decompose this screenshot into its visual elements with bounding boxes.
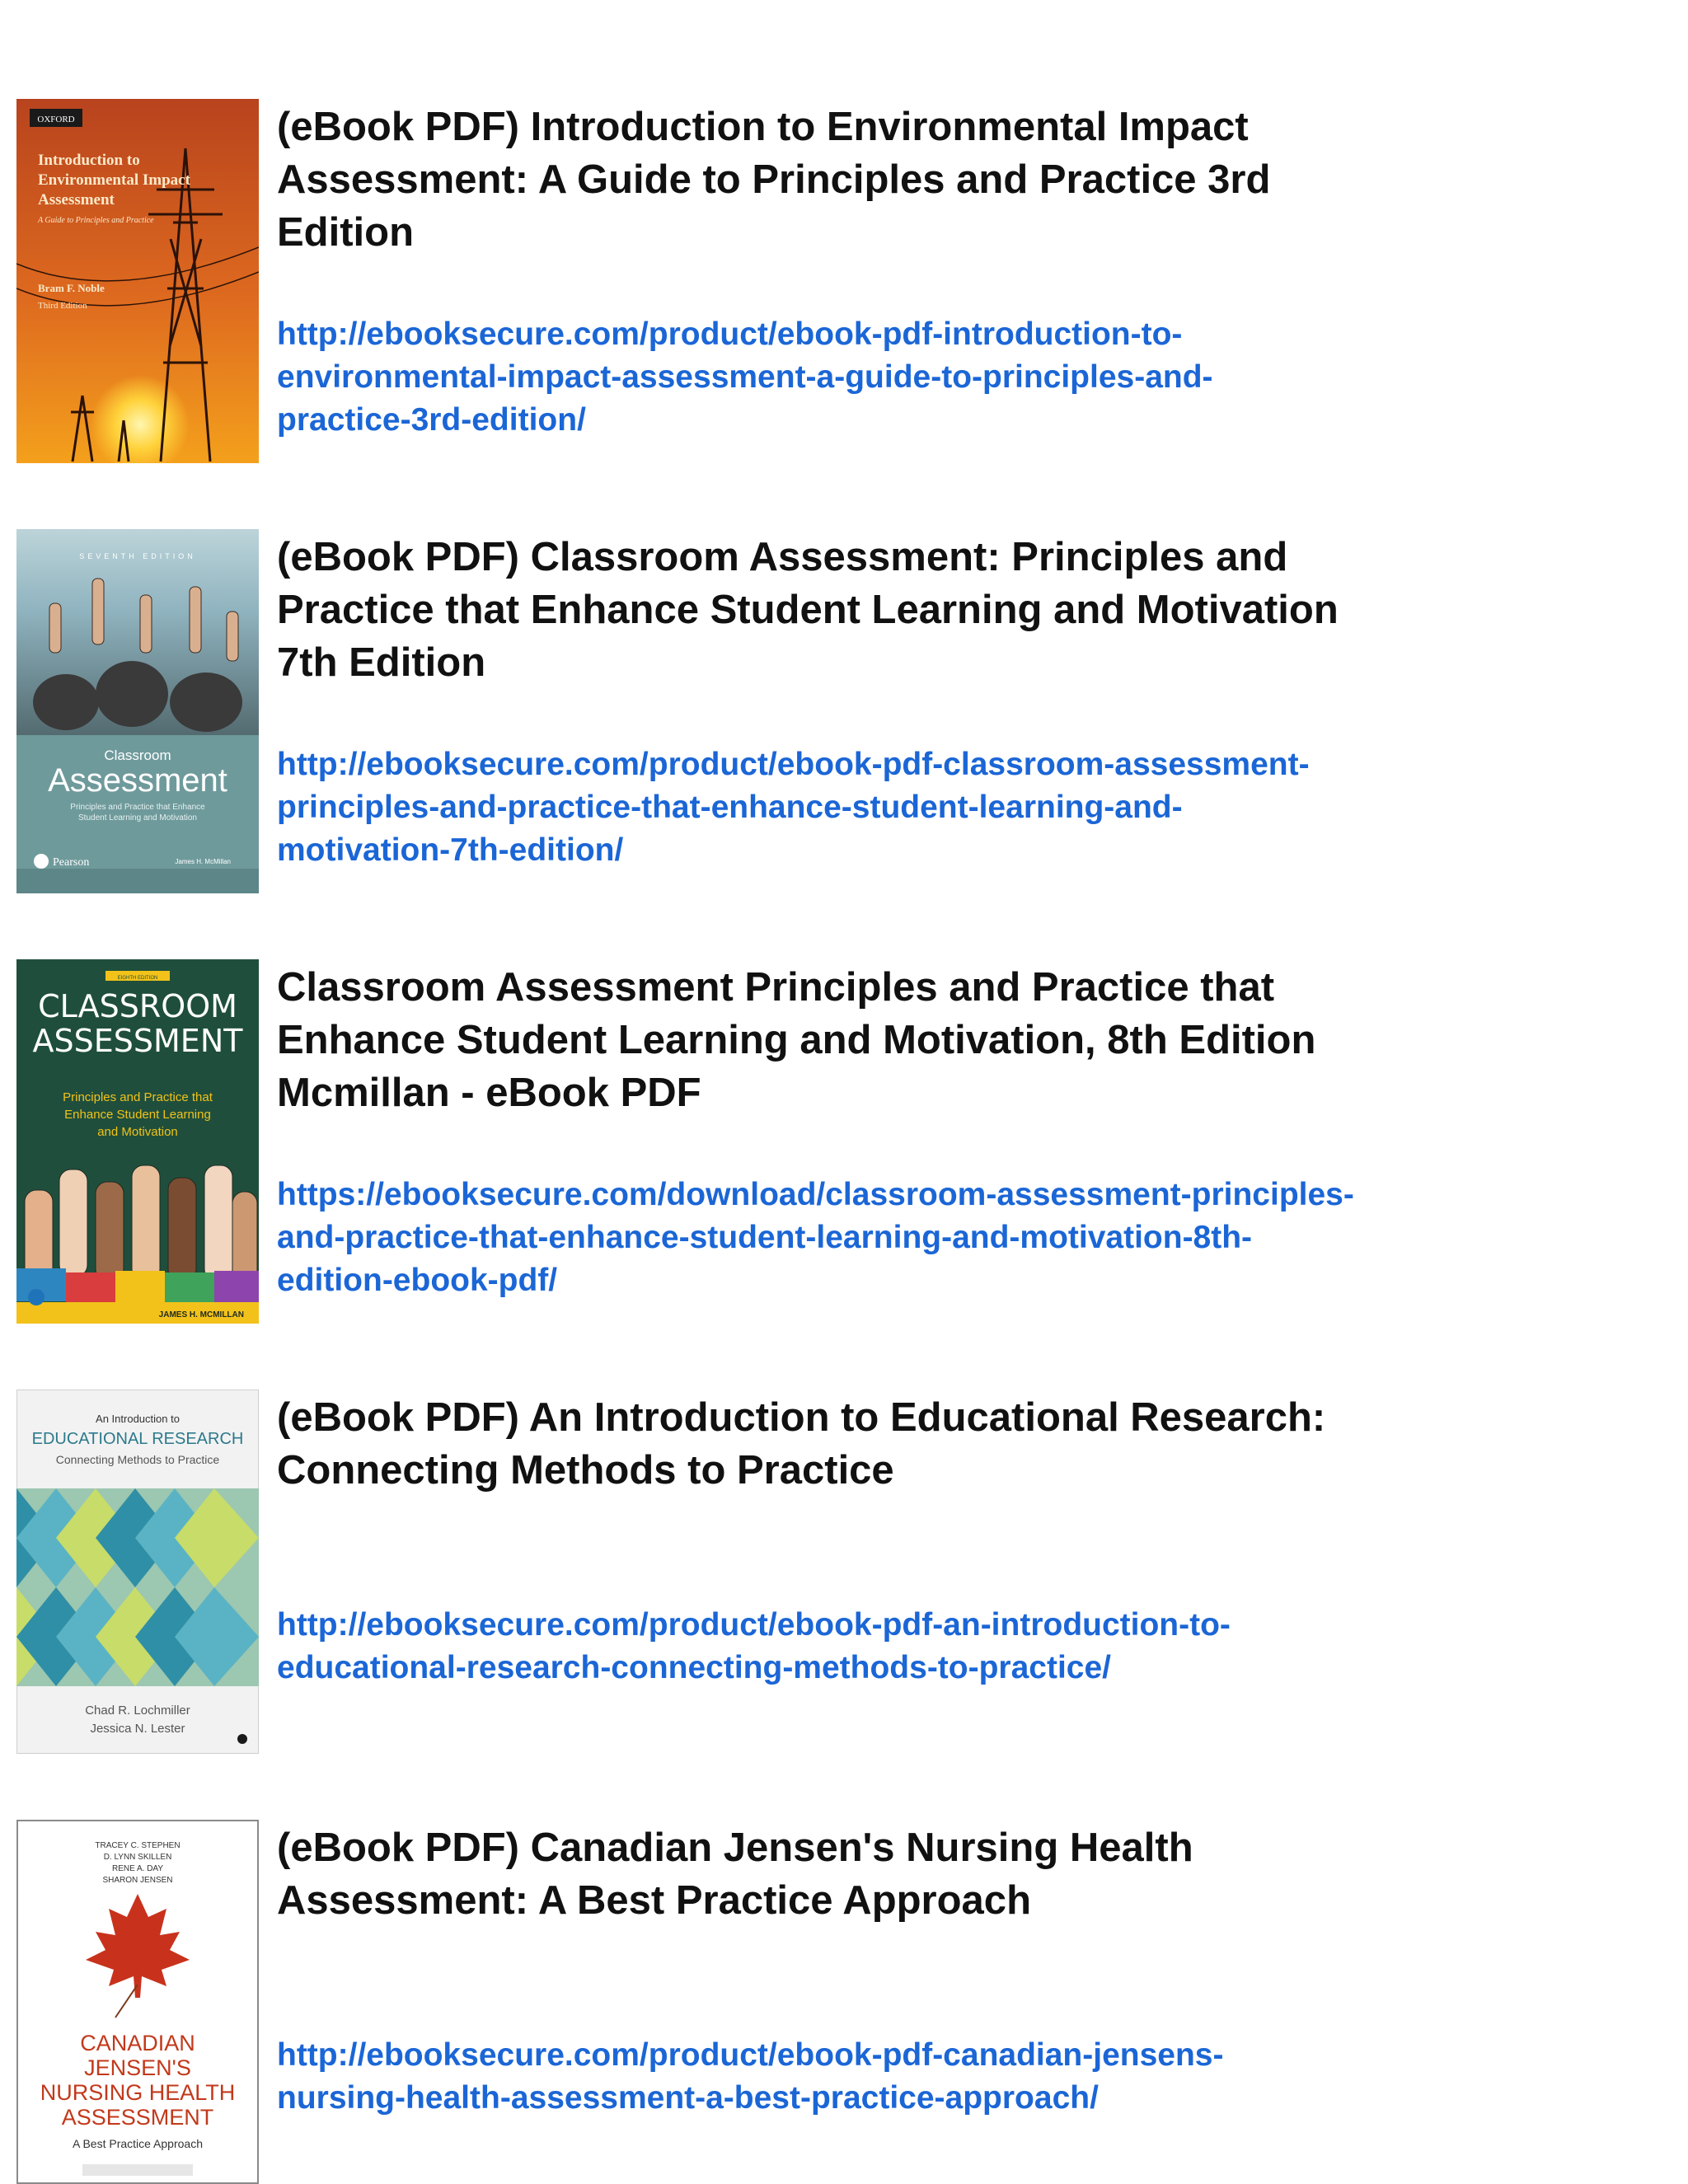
book-link-line: http://ebooksecure.com/product/ebook-pdf-classroom-assessment- bbox=[277, 747, 1310, 782]
book-link-line: edition-ebook-pdf/ bbox=[277, 1263, 558, 1298]
cover-title-small: An Introduction to bbox=[96, 1413, 180, 1425]
cover-subtitle: A Best Practice Approach bbox=[73, 2137, 203, 2150]
cover-title-line: JENSEN'S bbox=[84, 2055, 191, 2080]
cover-author: Chad R. Lochmiller bbox=[85, 1704, 190, 1718]
cover-author: D. LYNN SKILLEN bbox=[103, 1853, 172, 1862]
book-title-line: (eBook PDF) Canadian Jensen's Nursing Health bbox=[277, 1825, 1193, 1870]
cover-publisher: Pearson bbox=[53, 856, 90, 869]
book-title-line: Assessment: A Best Practice Approach bbox=[277, 1878, 1031, 1923]
cover-title-line: NURSING HEALTH bbox=[40, 2080, 236, 2105]
book-cover-image[interactable] bbox=[16, 959, 259, 1324]
book-link-line: nursing-health-assessment-a-best-practice-approach/ bbox=[277, 2080, 1099, 2116]
cover-author: James H. McMillan bbox=[175, 858, 231, 865]
book-link-line: http://ebooksecure.com/product/ebook-pdf-canadian-jensens- bbox=[277, 2037, 1224, 2073]
cover-author: JAMES H. MCMILLAN bbox=[158, 1310, 244, 1319]
book-link-line: principles-and-practice-that-enhance-student-learning-and- bbox=[277, 790, 1183, 825]
cover-author: Bram F. Noble bbox=[38, 282, 105, 294]
publisher-logo-icon bbox=[82, 2164, 193, 2176]
book-cover-image[interactable] bbox=[16, 1820, 259, 2184]
pearson-logo-icon bbox=[28, 1289, 45, 1305]
cover-title-line: Environmental Impact bbox=[38, 171, 190, 189]
cover-title-line: CLASSROOM bbox=[38, 988, 237, 1024]
book-title-line: Connecting Methods to Practice bbox=[277, 1448, 894, 1493]
book-link[interactable] bbox=[277, 743, 1596, 872]
pearson-logo-icon bbox=[34, 854, 49, 869]
book-entry bbox=[16, 99, 1648, 463]
book-cover-image[interactable] bbox=[16, 529, 259, 893]
book-link-line: practice-3rd-edition/ bbox=[277, 402, 586, 438]
book-title bbox=[277, 531, 1596, 689]
cover-subtitle-line: Enhance Student Learning bbox=[64, 1108, 211, 1122]
book-link-line: and-practice-that-enhance-student-learning-and-motivation-8th- bbox=[277, 1220, 1253, 1255]
cover-publisher: OXFORD bbox=[37, 115, 75, 124]
book-cover-image[interactable] bbox=[16, 99, 259, 463]
cover-title: Assessment bbox=[48, 762, 227, 799]
book-entry bbox=[16, 959, 1648, 1324]
book-link-line: educational-research-connecting-methods-to-practice/ bbox=[277, 1650, 1112, 1685]
cover-author: Jessica N. Lester bbox=[90, 1722, 185, 1736]
book-link[interactable] bbox=[277, 1174, 1596, 1302]
book-title-line: (eBook PDF) Introduction to Environmental Impact bbox=[277, 105, 1249, 149]
book-title-line: Classroom Assessment Principles and Practice that bbox=[277, 965, 1275, 1010]
book-title-line: Enhance Student Learning and Motivation, 8th Edition bbox=[277, 1018, 1316, 1062]
book-link-line: environmental-impact-assessment-a-guide-to-principles-and- bbox=[277, 359, 1213, 395]
cover-author: RENE A. DAY bbox=[111, 1864, 164, 1873]
book-title-line: 7th Edition bbox=[277, 640, 486, 685]
cover-author: TRACEY C. STEPHEN bbox=[95, 1841, 181, 1850]
cover-edition: SEVENTH EDITION bbox=[79, 552, 196, 560]
book-title-line: (eBook PDF) An Introduction to Educational Research: bbox=[277, 1395, 1326, 1440]
book-title bbox=[277, 961, 1596, 1119]
cover-edition: Third Edition bbox=[38, 301, 87, 311]
cover-title-line: ASSESSMENT bbox=[32, 1023, 243, 1059]
cover-subtitle-line: Principles and Practice that bbox=[63, 1090, 213, 1104]
cover-title-line: Introduction to bbox=[38, 152, 140, 169]
book-link-line: motivation-7th-edition/ bbox=[277, 832, 624, 868]
book-link[interactable] bbox=[277, 313, 1596, 442]
book-cover-image[interactable] bbox=[16, 1390, 259, 1754]
book-entry bbox=[16, 1390, 1648, 1754]
cover-title-line: CANADIAN bbox=[80, 2031, 195, 2055]
book-link[interactable] bbox=[277, 2034, 1596, 2120]
cover-edition: EIGHTH EDITION bbox=[117, 976, 158, 981]
book-link-line: https://ebooksecure.com/download/classroom-assessment-principles- bbox=[277, 1177, 1354, 1212]
book-title-line: Mcmillan - eBook PDF bbox=[277, 1071, 701, 1115]
cover-title-line: ASSESSMENT bbox=[61, 2105, 214, 2130]
cover-subtitle-line: Student Learning and Motivation bbox=[78, 813, 197, 823]
cover-subtitle: Connecting Methods to Practice bbox=[55, 1453, 220, 1466]
cover-title-small: Classroom bbox=[104, 748, 171, 763]
book-entry bbox=[16, 1820, 1648, 2184]
book-title-line: Assessment: A Guide to Principles and Practice 3rd bbox=[277, 157, 1271, 202]
book-title bbox=[277, 1821, 1596, 1927]
cover-title: EDUCATIONAL RESEARCH bbox=[31, 1430, 244, 1448]
book-entry bbox=[16, 529, 1648, 893]
sage-logo-icon bbox=[237, 1734, 247, 1744]
book-link-line: http://ebooksecure.com/product/ebook-pdf-an-introduction-to- bbox=[277, 1607, 1231, 1643]
cover-subtitle-line: Principles and Practice that Enhance bbox=[70, 803, 205, 812]
cover-title-line: Assessment bbox=[38, 191, 115, 209]
book-title-line: Practice that Enhance Student Learning and Motivation bbox=[277, 588, 1339, 632]
book-title-line: (eBook PDF) Classroom Assessment: Principles and bbox=[277, 535, 1288, 579]
cover-subtitle: A Guide to Principles and Practice bbox=[38, 216, 154, 225]
cover-subtitle-line: and Motivation bbox=[97, 1125, 178, 1139]
book-title-line: Edition bbox=[277, 210, 415, 255]
book-title bbox=[277, 101, 1596, 259]
cover-author: SHARON JENSEN bbox=[102, 1876, 173, 1885]
book-link-line: http://ebooksecure.com/product/ebook-pdf-introduction-to- bbox=[277, 316, 1183, 352]
book-title bbox=[277, 1391, 1596, 1497]
book-link[interactable] bbox=[277, 1604, 1596, 1690]
